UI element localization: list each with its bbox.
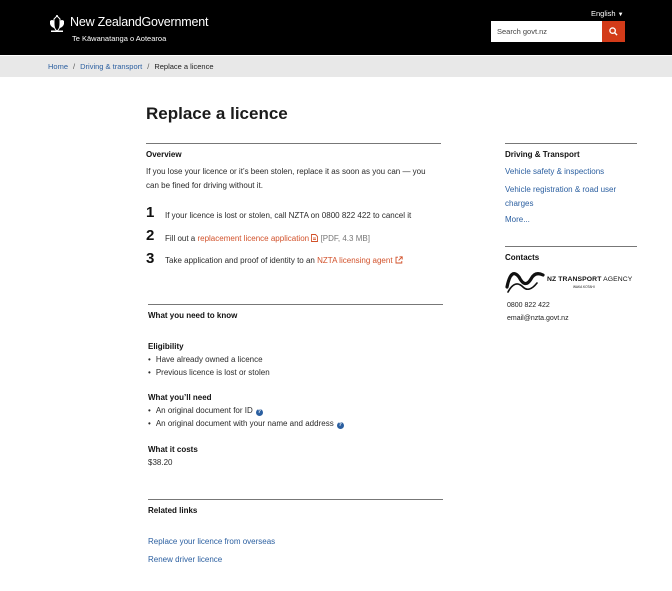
what-youll-need-heading: What you’ll need [148,393,212,402]
step-text [165,256,403,265]
contact-phone: 0800 822 422 [507,302,550,309]
search-icon [609,27,618,36]
sidebar-heading: Driving & Transport [505,150,580,159]
related-link-renew[interactable]: Renew driver licence [148,555,223,564]
step-text [165,234,370,243]
language-selector[interactable] [591,9,624,18]
breadcrumb-driving-transport[interactable]: Driving & transport [80,62,143,71]
related-links-heading: Related links [148,506,198,515]
sidebar-link-vehicle-registration[interactable]: Vehicle registration & road user charges [505,185,617,208]
cost-heading: What it costs [148,445,198,454]
pdf-file-icon [311,234,318,242]
help-icon[interactable]: ? [257,409,261,415]
step-number: 2 [146,227,155,244]
divider [505,143,637,144]
external-link-icon [395,256,403,264]
breadcrumb-home[interactable]: Home [48,62,69,71]
breadcrumb-separator: / [147,62,150,71]
breadcrumb [0,56,672,77]
cost-value: $38.20 [148,458,173,467]
list-item-text: Have already owned a licence [155,355,263,364]
step-text-prefix: Take application and proof of identity to an [165,256,318,265]
list-item-text: Previous licence is lost or stolen [155,368,270,377]
logo-subtitle: Te Kāwanatanga o Aotearoa [72,34,167,43]
logo-word-nz: New Zealand [70,15,142,29]
logo-wordmark [70,15,208,29]
eligibility-heading: Eligibility [148,342,184,351]
breadcrumb-current: Replace a licence [154,62,214,71]
nzta-agency-subtitle: WAKA KOTAHI [573,285,595,289]
nz-government-logo[interactable] [48,13,208,47]
breadcrumb-separator: / [73,62,76,71]
logo-word-government: Government [141,15,209,29]
related-link-overseas[interactable]: Replace your licence from overseas [148,537,276,546]
step-text-prefix: Fill out a [165,234,198,243]
nzta-agency-name [547,276,632,283]
step-number: 3 [146,250,155,267]
divider [505,246,637,247]
search-form [491,21,625,42]
coat-of-arms-icon [48,15,66,33]
sidebar-link-vehicle-safety[interactable]: Vehicle safety & inspections [505,167,605,176]
nzta-name-part: NZ TRANSPORT [547,276,602,283]
language-label: English [591,9,616,18]
nzta-logo [505,265,635,295]
contact-email: email@nzta.govt.nz [507,315,569,322]
divider [146,143,441,144]
caret-down-icon: ▼ [617,12,624,18]
contacts-heading: Contacts [505,253,540,262]
divider [148,304,443,305]
licensing-agent-link[interactable]: NZTA licensing agent [317,256,393,265]
what-you-need-heading: What you need to know [148,311,238,320]
list-item: • An original document for ID ? [148,406,261,415]
sidebar-link-more[interactable]: More... [505,215,530,224]
list-item-text: An original document for ID [155,406,253,415]
list-item: • Have already owned a licence [148,355,263,364]
search-button[interactable] [602,21,625,42]
list-item: • An original document with your name and address ? [148,419,342,428]
step-text: If your licence is lost or stolen, call NZTA on 0800 822 422 to cancel it [165,211,412,220]
step-number: 1 [146,204,155,221]
list-item: • Previous licence is lost or stolen [148,368,270,377]
page-title: Replace a licence [146,104,288,123]
replacement-application-link[interactable]: replacement licence application [197,234,310,243]
divider [148,499,443,500]
overview-heading: Overview [146,150,182,159]
site-header [0,0,672,55]
help-icon[interactable]: ? [338,422,342,428]
search-input[interactable] [491,21,603,42]
overview-text: If you lose your licence or it’s been stolen, replace it as soon as you can — you can be fined for driving without it. [146,167,426,190]
list-item-text: An original document with your name and address [155,419,334,428]
nzta-name-part: AGENCY [601,276,633,283]
file-size-note: [PDF, 4.3 MB] [320,234,370,243]
nzta-wave-icon [505,265,547,295]
